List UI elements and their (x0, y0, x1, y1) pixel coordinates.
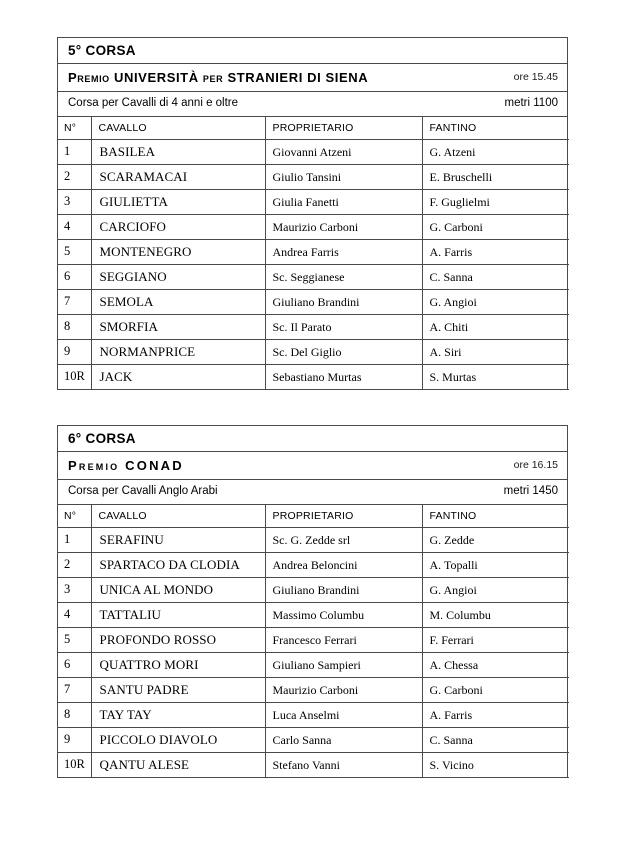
race-title-row (58, 426, 567, 452)
entry-jockey: G. Atzeni (422, 139, 569, 164)
race-premio-row (58, 452, 567, 480)
entry-horse: SCARAMACAI (91, 164, 265, 189)
entry-jockey: F. Guglielmi (422, 189, 569, 214)
entry-number: 2 (58, 552, 91, 577)
entry-jockey: G. Angioi (422, 289, 569, 314)
entry-owner: Massimo Columbu (265, 602, 422, 627)
column-header-number: N° (58, 117, 91, 139)
column-header-jockey: FANTINO (422, 117, 569, 139)
entry-horse: TAY TAY (91, 702, 265, 727)
entry-horse: SMORFIA (91, 314, 265, 339)
entry-jockey: E. Bruschelli (422, 164, 569, 189)
table-row (58, 752, 569, 777)
entry-horse: SERAFINU (91, 527, 265, 552)
entry-number: 6 (58, 264, 91, 289)
entry-horse: QUATTRO MORI (91, 652, 265, 677)
entry-owner: Giulio Tansini (265, 164, 422, 189)
table-row (58, 577, 569, 602)
race-premio-name: Premio CONAD (68, 458, 184, 473)
table-row (58, 264, 569, 289)
entry-number: 9 (58, 727, 91, 752)
entry-owner: Giulia Fanetti (265, 189, 422, 214)
table-row (58, 364, 569, 389)
entry-jockey: A. Chiti (422, 314, 569, 339)
table-row (58, 239, 569, 264)
entries-table (58, 505, 569, 778)
entry-owner: Giuliano Brandini (265, 577, 422, 602)
entry-owner: Sc. Del Giglio (265, 339, 422, 364)
entry-jockey: A. Chessa (422, 652, 569, 677)
entry-owner: Stefano Vanni (265, 752, 422, 777)
entry-number: 10R (58, 364, 91, 389)
table-row (58, 289, 569, 314)
table-row (58, 339, 569, 364)
entry-jockey: G. Carboni (422, 677, 569, 702)
entry-number: 4 (58, 602, 91, 627)
entry-jockey: C. Sanna (422, 264, 569, 289)
table-header-row (58, 117, 569, 139)
race-start-time: ore 16.15 (513, 459, 558, 472)
table-row (58, 727, 569, 752)
entry-horse: JACK (91, 364, 265, 389)
race-description: Corsa per Cavalli Anglo Arabi (68, 485, 218, 498)
entry-horse: SEMOLA (91, 289, 265, 314)
entry-jockey: S. Murtas (422, 364, 569, 389)
table-row (58, 527, 569, 552)
entry-horse: PROFONDO ROSSO (91, 627, 265, 652)
entry-horse: NORMANPRICE (91, 339, 265, 364)
entry-horse: UNICA AL MONDO (91, 577, 265, 602)
table-row (58, 602, 569, 627)
entry-number: 7 (58, 677, 91, 702)
entry-horse: GIULIETTA (91, 189, 265, 214)
entry-owner: Maurizio Carboni (265, 214, 422, 239)
entry-jockey: C. Sanna (422, 727, 569, 752)
entry-number: 5 (58, 627, 91, 652)
entries-table (58, 117, 569, 390)
entry-jockey: G. Angioi (422, 577, 569, 602)
entry-owner: Sc. Seggianese (265, 264, 422, 289)
table-row (58, 189, 569, 214)
entry-number: 1 (58, 527, 91, 552)
entry-horse: MONTENEGRO (91, 239, 265, 264)
entry-number: 1 (58, 139, 91, 164)
race-start-time: ore 15.45 (513, 71, 558, 84)
entry-owner: Maurizio Carboni (265, 677, 422, 702)
entry-number: 3 (58, 577, 91, 602)
entry-owner: Sc. G. Zedde srl (265, 527, 422, 552)
table-row (58, 652, 569, 677)
entry-horse: QANTU ALESE (91, 752, 265, 777)
table-row (58, 677, 569, 702)
entry-owner: Giuliano Brandini (265, 289, 422, 314)
entry-jockey: A. Farris (422, 239, 569, 264)
race-title: 5° CORSA (68, 42, 136, 58)
entry-number: 8 (58, 314, 91, 339)
table-row (58, 552, 569, 577)
race-distance: metri 1450 (503, 485, 558, 498)
entry-jockey: F. Ferrari (422, 627, 569, 652)
table-row (58, 214, 569, 239)
entry-owner: Carlo Sanna (265, 727, 422, 752)
entry-number: 8 (58, 702, 91, 727)
entry-number: 5 (58, 239, 91, 264)
entry-number: 3 (58, 189, 91, 214)
entry-number: 9 (58, 339, 91, 364)
table-header-row (58, 505, 569, 527)
entry-horse: SPARTACO DA CLODIA (91, 552, 265, 577)
entry-owner: Andrea Beloncini (265, 552, 422, 577)
race-description-row (58, 92, 567, 117)
column-header-jockey: FANTINO (422, 505, 569, 527)
race-title-row (58, 38, 567, 64)
race-premio-name: Premio UNIVERSITÀ per STRANIERI DI SIENA (68, 70, 369, 85)
table-row (58, 627, 569, 652)
entry-jockey: A. Siri (422, 339, 569, 364)
entry-horse: SANTU PADRE (91, 677, 265, 702)
entry-horse: CARCIOFO (91, 214, 265, 239)
race-distance: metri 1100 (504, 97, 558, 110)
entry-owner: Sebastiano Murtas (265, 364, 422, 389)
table-row (58, 314, 569, 339)
entry-jockey: S. Vicino (422, 752, 569, 777)
entry-owner: Luca Anselmi (265, 702, 422, 727)
entry-horse: BASILEA (91, 139, 265, 164)
entry-jockey: A. Farris (422, 702, 569, 727)
race-premio-row (58, 64, 567, 92)
race-block-6 (57, 425, 568, 778)
entry-number: 10R (58, 752, 91, 777)
entry-jockey: M. Columbu (422, 602, 569, 627)
entry-jockey: A. Topalli (422, 552, 569, 577)
entry-horse: PICCOLO DIAVOLO (91, 727, 265, 752)
entry-owner: Andrea Farris (265, 239, 422, 264)
race-block-5 (57, 37, 568, 390)
table-row (58, 702, 569, 727)
race-description-row (58, 480, 567, 505)
entry-jockey: G. Zedde (422, 527, 569, 552)
table-row (58, 164, 569, 189)
table-row (58, 139, 569, 164)
entry-owner: Giovanni Atzeni (265, 139, 422, 164)
entry-horse: SEGGIANO (91, 264, 265, 289)
column-header-owner: PROPRIETARIO (265, 117, 422, 139)
column-header-horse: CAVALLO (91, 505, 265, 527)
entry-owner: Giuliano Sampieri (265, 652, 422, 677)
entry-number: 4 (58, 214, 91, 239)
entry-number: 6 (58, 652, 91, 677)
entry-owner: Francesco Ferrari (265, 627, 422, 652)
race-description: Corsa per Cavalli di 4 anni e oltre (68, 97, 239, 110)
entry-jockey: G. Carboni (422, 214, 569, 239)
race-title: 6° CORSA (68, 430, 136, 446)
entry-owner: Sc. Il Parato (265, 314, 422, 339)
column-header-horse: CAVALLO (91, 117, 265, 139)
entry-horse: TATTALIU (91, 602, 265, 627)
column-header-number: N° (58, 505, 91, 527)
entry-number: 7 (58, 289, 91, 314)
entry-number: 2 (58, 164, 91, 189)
column-header-owner: PROPRIETARIO (265, 505, 422, 527)
